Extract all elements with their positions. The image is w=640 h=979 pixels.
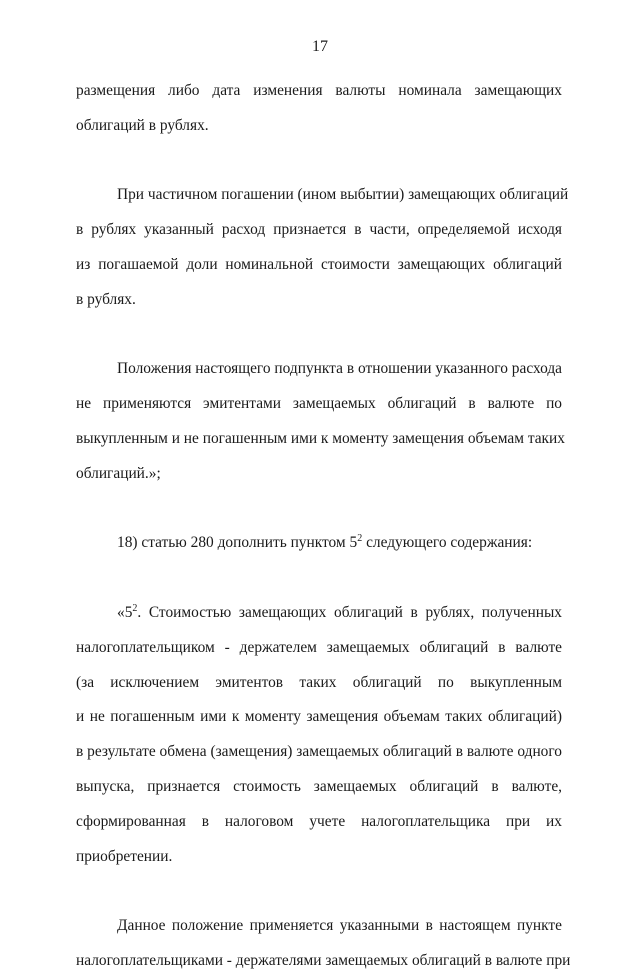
amendment-item-line xyxy=(76,526,562,561)
text-line: облигаций.»; xyxy=(76,464,161,482)
paragraph-start-line: Данное положение применяется указанными в настоящем пункте xyxy=(117,917,562,935)
paragraph-start-line: Положения настоящего подпункта в отношении указанного расхода xyxy=(117,360,562,378)
paragraph-start-line: При частичном погашении (ином выбытии) замещающих облигаций xyxy=(117,186,569,204)
document-body xyxy=(76,74,571,979)
text-line: размещения либо дата изменения валюты номинала замещающих xyxy=(76,82,562,99)
quoted-paragraph-start-line xyxy=(76,596,562,631)
text-line: из погашаемой доли номинальной стоимости замещающих облигаций xyxy=(76,255,562,273)
quote-text-before: «5 xyxy=(117,603,133,621)
text-line: сформированная в налоговом учете налогоплательщика при их xyxy=(76,812,562,830)
page-number: 17 xyxy=(312,38,328,55)
text-line: выпуска, признается стоимость замещаемых облигаций в валюте, xyxy=(76,777,562,795)
text-line: приобретении. xyxy=(76,847,173,865)
text-line: в рублях. xyxy=(76,290,136,308)
quote-text-after: . Стоимостью замещающих облигаций в рублях, полученных xyxy=(137,603,562,621)
text-line: в результате обмена (замещения) замещаемых облигаций в валюте одного xyxy=(76,743,562,761)
text-line: налогоплательщиками - держателями замещаемых облигаций в валюте при xyxy=(76,951,571,969)
superscript: 2 xyxy=(132,602,138,614)
text-line: не применяются эмитентами замещаемых облигаций в валюте по xyxy=(76,395,562,413)
text-line: и не погашенным ими к моменту замещения объемам таких облигаций) xyxy=(76,708,562,726)
amendment-text-before: 18) статью 280 дополнить пунктом 5 xyxy=(117,534,358,552)
superscript: 2 xyxy=(357,533,363,545)
text-line: (за исключением эмитентов таких облигаций по выкупленным xyxy=(76,673,562,691)
text-line: выкупленным и не погашенным ими к моменту замещения объемам таких xyxy=(76,429,565,447)
text-line: налогоплательщиком - держателем замещаемых облигаций в валюте xyxy=(76,638,562,656)
text-line: облигаций в рублях. xyxy=(76,116,209,134)
amendment-text-after: следующего содержания: xyxy=(362,534,533,552)
text-line: в рублях указанный расход признается в части, определяемой исходя xyxy=(76,221,562,239)
